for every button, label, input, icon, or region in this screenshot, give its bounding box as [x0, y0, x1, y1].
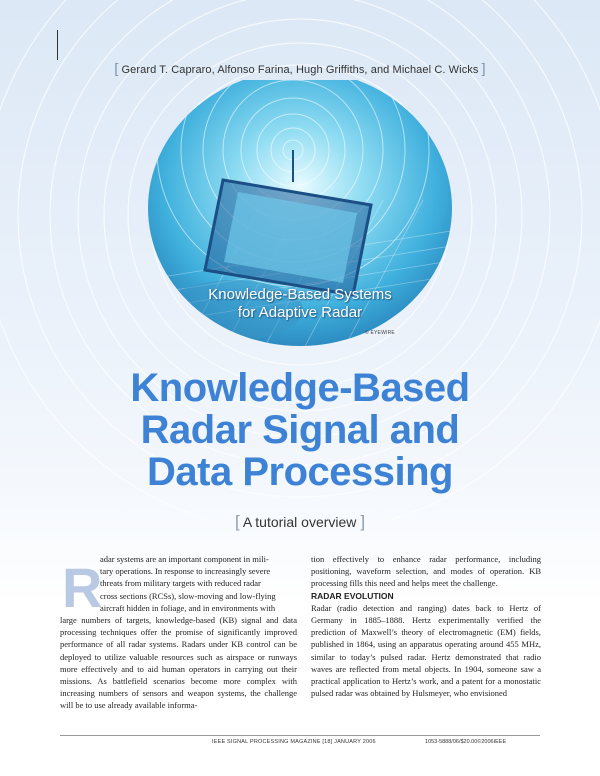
left-column	[60, 553, 297, 712]
title-line3: Data Processing	[147, 450, 453, 494]
bracket-open: [	[234, 512, 240, 531]
bracket-open: [	[114, 60, 119, 76]
bracket-close: ]	[360, 512, 366, 531]
subtitle: A tutorial overview	[242, 514, 357, 530]
body-line: threats from military targets with reduced radar	[100, 578, 261, 589]
body-line: tary operations. In response to increasingly severe	[100, 566, 271, 577]
authors: Gerard T. Capraro, Alfonso Farina, Hugh Griffiths, and Michael C. Wicks	[121, 64, 479, 76]
subtitle-line	[0, 512, 600, 532]
body-line: cross sections (RCSs), slow-moving and low-flying	[100, 590, 276, 601]
body-line: adar systems are an important component in mili-	[100, 554, 269, 564]
page-footer	[0, 739, 600, 751]
body-paragraph: tion effectively to enhance radar performance, including positioning, waveform selection, and modes of operation. KB processing fills this need and helps meet the challenge.	[311, 554, 541, 589]
drop-cap: R	[62, 556, 103, 619]
footer-doi: 1053-5888/06/$20.00©2006IEEE	[425, 739, 507, 745]
title-line1: Knowledge-Based	[130, 366, 470, 410]
title-line2: Radar Signal and	[140, 408, 460, 452]
artwork-title-line2: for Adaptive Radar	[237, 304, 363, 321]
authors-line	[0, 60, 600, 76]
footer-magazine: IEEE SIGNAL PROCESSING MAGAZINE [18] JANUARY 2006	[212, 739, 376, 745]
section-heading: RADAR EVOLUTION	[311, 590, 394, 601]
artwork-title-line1: Knowledge-Based Systems	[208, 286, 392, 303]
body-paragraph: Radar (radio detection and ranging) dates back to Hertz of Germany in 1885–1888. Hertz experimentally verified the prediction of Maxwell’s theory of electromagnetic (EM) fields, published in 1864, using an apparatus operating around 455 MHz, similar to today’s pulsed radar. Hertz demonstrated that radio waves are reflected from metal objects. In 1904, someone saw a practical application to Hertz’s work, and a patent for a monostatic pulsed radar was obtained by Hulsmeyer, who envisioned	[311, 602, 541, 699]
crop-mark	[57, 30, 58, 60]
body-line: aircraft hidden in foliage, and in environments with	[100, 602, 276, 613]
body-paragraph: large numbers of targets, knowledge-based (KB) signal and data processing techniques offer the promise of significantly improved performance of all radar systems. Radars under KB control can be deployed to utilize valuable resources such as airspace or runways more effectively and to aid human operators in carrying out their missions. As battlefield scenarios become more complex with increasing numbers of sensors and weapon systems, the challenge will be to use already available informa-	[60, 615, 297, 711]
bracket-close: ]	[481, 60, 486, 76]
right-column	[311, 553, 541, 699]
image-credit: © EYEWIRE	[365, 330, 395, 336]
footer-rule	[60, 735, 540, 736]
